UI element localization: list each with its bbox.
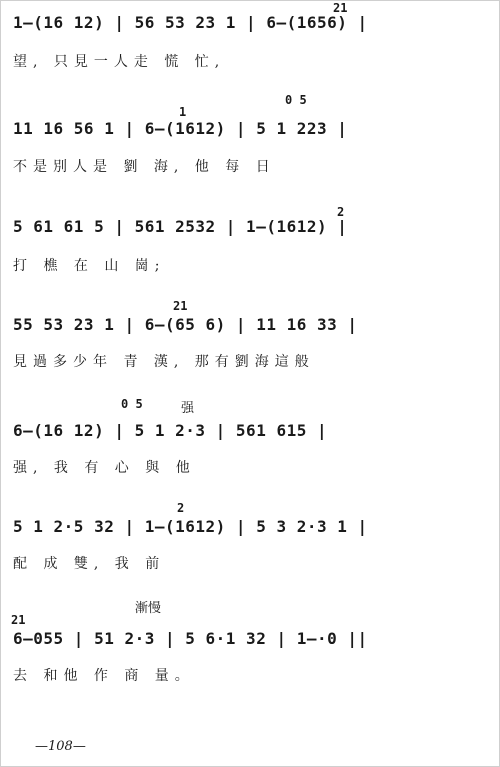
- grace-mark: 21: [173, 299, 188, 313]
- grace-mark: 2: [337, 205, 345, 219]
- lyrics-line: 不是別人是 劉 海, 他 每 日: [13, 159, 276, 175]
- grace-mark: 2: [177, 501, 185, 515]
- notation-line: 6—055 | 51 2·3 | 5 6·1 32 | 1—·0 ||: [13, 629, 368, 648]
- lyrics-line: 强, 我 有 心 與 他: [13, 460, 196, 476]
- notation-line: 1—(16 12) | 56 53 23 1 | 6—(1656) |: [13, 13, 368, 32]
- grace-mark: 21: [333, 1, 348, 15]
- lyrics-line: 見過多少年 青 漢, 那有劉海這般: [13, 354, 315, 370]
- grace-mark: 21: [11, 613, 26, 627]
- notation-line: 6—(16 12) | 5 1 2·3 | 561 615 |: [13, 421, 328, 440]
- lyrics-line: 配 成 雙, 我 前: [13, 556, 166, 572]
- lyrics-line: 望, 只見一人走 慌 忙,: [13, 54, 226, 70]
- lyrics-line: 去 和他 作 商 量。: [13, 668, 195, 684]
- page-number: —108—: [35, 739, 86, 754]
- grace-mark: 1: [179, 105, 187, 119]
- notation-line: 55 53 23 1 | 6—(65 6) | 11 16 33 |: [13, 315, 358, 334]
- tempo-mark: 漸慢: [135, 601, 162, 616]
- above-text: 强: [181, 401, 195, 416]
- notation-line: 5 1 2·5 32 | 1—(1612) | 5 3 2·3 1 |: [13, 517, 368, 536]
- notation-line: 11 16 56 1 | 6—(1612) | 5 1 223 |: [13, 119, 348, 138]
- grace-mark: 0 5: [285, 93, 307, 107]
- lyrics-line: 打 樵 在 山 崗;: [13, 258, 166, 274]
- notation-line: 5 61 61 5 | 561 2532 | 1—(1612) |: [13, 217, 348, 236]
- grace-mark: 0 5: [121, 397, 143, 411]
